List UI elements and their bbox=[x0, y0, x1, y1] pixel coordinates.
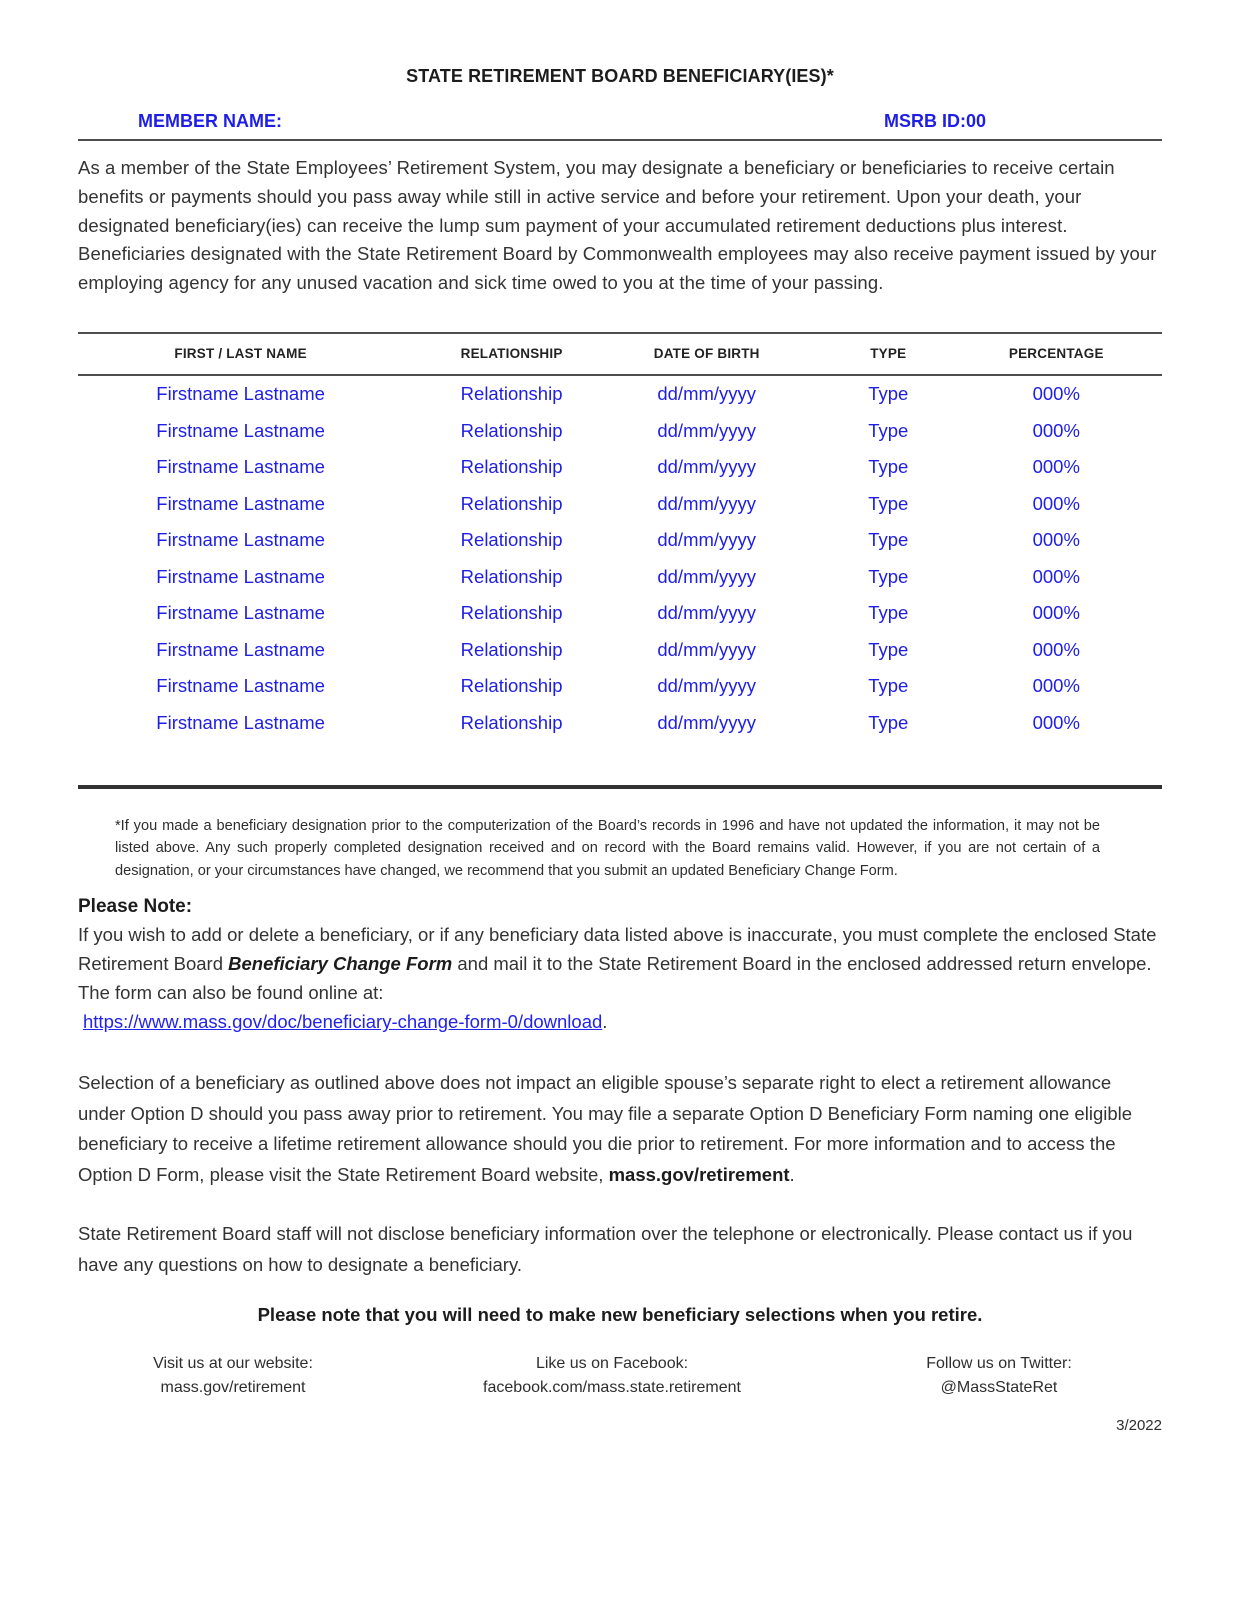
table-row bbox=[78, 704, 1162, 741]
table-cell: dd/mm/yyyy bbox=[657, 711, 757, 733]
download-link-line bbox=[78, 1007, 1162, 1036]
table-cell: 000% bbox=[1032, 565, 1080, 587]
footer-facebook-value: facebook.com/mass.state.retirement bbox=[483, 1378, 741, 1396]
table-cell: 000% bbox=[1032, 383, 1080, 405]
please-note-heading: Please Note: bbox=[78, 896, 193, 918]
table-cell: 000% bbox=[1032, 675, 1080, 697]
beneficiary-form-download-link[interactable]: https://www.mass.gov/doc/beneficiary-change-form-0/download bbox=[83, 1011, 603, 1033]
table-cell: dd/mm/yyyy bbox=[657, 383, 757, 405]
retirement-website-text: mass.gov/retirement bbox=[608, 1163, 790, 1185]
column-header-name: FIRST / LAST NAME bbox=[174, 346, 307, 362]
member-header-row bbox=[78, 111, 1162, 132]
table-header-row bbox=[78, 332, 1162, 376]
table-cell: Relationship bbox=[460, 419, 563, 441]
table-cell: Type bbox=[868, 638, 909, 660]
link-period: . bbox=[602, 1011, 608, 1033]
table-cell: Firstname Lastname bbox=[156, 565, 325, 587]
table-cell: Firstname Lastname bbox=[156, 638, 325, 660]
table-cell: Relationship bbox=[460, 675, 563, 697]
footnote-text: *If you made a beneficiary designation prior to the computerization of the Board’s records in 1996 and have not updated the information, it may not be listed above. Any such properly completed designation received and on record with the Board remains valid. However, if you are not certain of a designation, or your circumstances have changed, we recommend that you submit an updated Beneficiary Change Form. bbox=[115, 817, 1100, 879]
table-cell: 000% bbox=[1032, 529, 1080, 551]
please-note-text-after: and mail it to the State Retirement Board in the enclosed addressed return envelope. The form can also be found online at: bbox=[78, 953, 1152, 1004]
retirement-selections-note: Please note that you will need to make new beneficiary selections when you retire. bbox=[257, 1304, 983, 1326]
footer-website-label: Visit us at our website: bbox=[153, 1355, 313, 1373]
table-cell: Relationship bbox=[460, 602, 563, 624]
table-cell: dd/mm/yyyy bbox=[657, 419, 757, 441]
table-cell: Type bbox=[868, 675, 909, 697]
table-cell: Relationship bbox=[460, 638, 563, 660]
table-cell: 000% bbox=[1032, 492, 1080, 514]
table-cell: Type bbox=[868, 383, 909, 405]
table-cell: Firstname Lastname bbox=[156, 383, 325, 405]
table-cell: dd/mm/yyyy bbox=[657, 675, 757, 697]
please-note-paragraph bbox=[78, 920, 1162, 1007]
footer-website-column bbox=[78, 1352, 388, 1399]
table-cell: Firstname Lastname bbox=[156, 675, 325, 697]
please-note-text-before: If you wish to add or delete a beneficiary, or if any beneficiary data listed above is inaccurate, you must complete the enclosed State Retirement Board bbox=[78, 924, 1157, 975]
beneficiary-table bbox=[78, 332, 1162, 789]
page-title: STATE RETIREMENT BOARD BENEFICIARY(IES)* bbox=[406, 66, 834, 86]
table-cell: Relationship bbox=[460, 711, 563, 733]
table-row bbox=[78, 668, 1162, 705]
table-cell: Firstname Lastname bbox=[156, 711, 325, 733]
form-version: 3/2022 bbox=[1116, 1417, 1162, 1435]
table-cell: Type bbox=[868, 529, 909, 551]
footer-facebook-label: Like us on Facebook: bbox=[535, 1355, 689, 1373]
table-row bbox=[78, 449, 1162, 486]
table-cell: Relationship bbox=[460, 529, 563, 551]
footer-twitter-value: @MassStateRet bbox=[940, 1378, 1058, 1396]
table-cell: 000% bbox=[1032, 602, 1080, 624]
column-header-type: TYPE bbox=[870, 346, 907, 362]
table-cell: dd/mm/yyyy bbox=[657, 638, 757, 660]
intro-paragraph: As a member of the State Employees’ Retirement System, you may designate a beneficiary or beneficiaries to receive certain benefits or payments should you pass away while still in active service and before your retirement. Upon your death, your designated beneficiary(ies) can receive the lump sum payment of your accumulated retirement deductions plus interest. Beneficiaries designated with the State Retirement Board by Commonwealth employees may also receive payment issued by your employing agency for any unused vacation and sick time owed to you at the time of your passing. bbox=[78, 157, 1157, 294]
table-cell: Firstname Lastname bbox=[156, 492, 325, 514]
table-cell: Type bbox=[868, 419, 909, 441]
member-name-label: MEMBER NAME: bbox=[138, 111, 282, 131]
table-cell: dd/mm/yyyy bbox=[657, 602, 757, 624]
column-header-dob: DATE OF BIRTH bbox=[653, 346, 760, 362]
column-header-percentage: PERCENTAGE bbox=[1008, 346, 1104, 362]
header-divider bbox=[78, 139, 1162, 141]
table-cell: Type bbox=[868, 492, 909, 514]
table-cell: Firstname Lastname bbox=[156, 419, 325, 441]
table-row bbox=[78, 412, 1162, 449]
beneficiary-table-rows bbox=[78, 376, 1162, 741]
table-cell: Firstname Lastname bbox=[156, 602, 325, 624]
table-cell: Type bbox=[868, 602, 909, 624]
table-row bbox=[78, 631, 1162, 668]
table-row bbox=[78, 558, 1162, 595]
table-cell: Relationship bbox=[460, 492, 563, 514]
option-d-paragraph bbox=[78, 1068, 1162, 1190]
table-cell: Type bbox=[868, 456, 909, 478]
table-cell: Relationship bbox=[460, 456, 563, 478]
option-d-text-after: . bbox=[789, 1163, 795, 1185]
table-cell: dd/mm/yyyy bbox=[657, 492, 757, 514]
table-cell: dd/mm/yyyy bbox=[657, 529, 757, 551]
table-cell: Type bbox=[868, 711, 909, 733]
column-header-relationship: RELATIONSHIP bbox=[460, 346, 563, 362]
table-cell: dd/mm/yyyy bbox=[657, 456, 757, 478]
table-cell: 000% bbox=[1032, 419, 1080, 441]
table-cell: dd/mm/yyyy bbox=[657, 565, 757, 587]
footer-twitter-label: Follow us on Twitter: bbox=[926, 1355, 1072, 1373]
option-d-text-before: Selection of a beneficiary as outlined above does not impact an eligible spouse’s separate right to elect a retirement allowance under Option D should you pass away prior to retirement. You may file a separate Option D Beneficiary Form naming one eligible beneficiary to receive a lifetime retirement allowance should you die prior to retirement. For more information and to access the Option D Form, please visit the State Retirement Board website, bbox=[78, 1072, 1133, 1185]
msrb-id-label: MSRB ID:00 bbox=[883, 111, 986, 131]
table-cell: Firstname Lastname bbox=[156, 456, 325, 478]
table-row bbox=[78, 485, 1162, 522]
footer-facebook-column bbox=[388, 1352, 836, 1399]
footer-twitter-column bbox=[836, 1352, 1162, 1399]
table-cell: Type bbox=[868, 565, 909, 587]
table-row bbox=[78, 376, 1162, 413]
table-cell: Relationship bbox=[460, 565, 563, 587]
table-cell: 000% bbox=[1032, 456, 1080, 478]
table-cell: Relationship bbox=[460, 383, 563, 405]
table-cell: 000% bbox=[1032, 711, 1080, 733]
disclosure-paragraph: State Retirement Board staff will not disclose beneficiary information over the telephone or electronically. Please contact us if you have any questions on how to designate a beneficiary. bbox=[78, 1223, 1133, 1276]
table-row bbox=[78, 595, 1162, 632]
table-cell: Firstname Lastname bbox=[156, 529, 325, 551]
footer-website-value: mass.gov/retirement bbox=[160, 1378, 306, 1396]
table-cell: 000% bbox=[1032, 638, 1080, 660]
table-row bbox=[78, 522, 1162, 559]
beneficiary-change-form-name: Beneficiary Change Form bbox=[228, 953, 453, 975]
contact-footer bbox=[78, 1352, 1162, 1399]
